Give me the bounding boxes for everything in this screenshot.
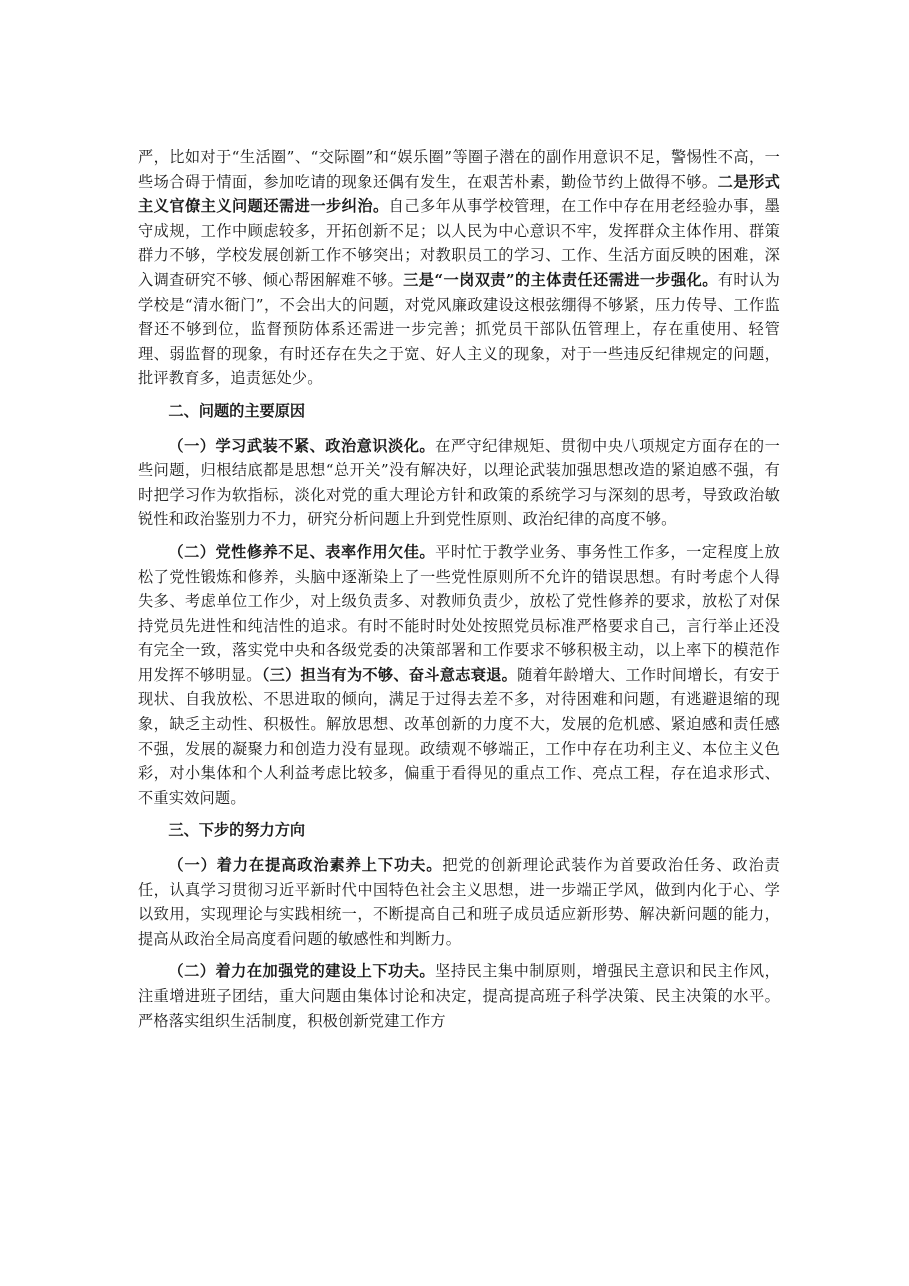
bold-heading-direction-1: （一）着力在提高政治素养上下功夫。 [168, 856, 443, 875]
paragraph-problems-continued [138, 145, 780, 391]
paragraph-cause-2-3 [138, 540, 780, 811]
bold-heading-cause-2: （二）党性修养不足、表率作用欠佳。 [168, 542, 436, 561]
paragraph-cause-1 [138, 434, 780, 532]
text-span: 坚持民主集中制原则，增强民主意识和民主作风，注重增进班子团结，重大问题由集体讨论和决定，提高提高班子科学决策、民主决策的水平。严格落实组织生活制度，积极创新党建工作方 [138, 962, 780, 1030]
paragraph-direction-2 [138, 959, 780, 1033]
bold-heading-cause-3: （三）担当有为不够、奋斗意志衰退。 [261, 665, 518, 684]
paragraph-direction-1 [138, 853, 780, 951]
text-span: 平时忙于教学业务、事务性工作多，一定程度上放松了党性锻炼和修养，头脑中逐渐染上了一些党性原则所不允许的错误思想。有时考虑个人得失多、考虑单位工作少，对上级负责多、对教师负责少，放松了党性修养的要求，放松了对保持党员先进性和纯洁性的追求。有时不能时时处处按照党员标准严格要求自己，言行举止还没有完全一致，落实党中央和各级党委的决策部署和工作要求不够积极主动，以上率下的模范作用发挥不够明显。 [138, 542, 780, 684]
document-body [138, 145, 780, 1041]
text-span: 把党的创新理论武装作为首要政治任务、政治责任，认真学习贯彻习近平新时代中国特色社会主义思想，进一步端正学风，做到内化于心、学以致用，实现理论与实践相统一，不断提高自己和班子成员适应新形势、解决新问题的能力，提高从政治全局高度看问题的敏感性和判断力。 [138, 856, 780, 948]
section-heading-next-steps: 三、下步的努力方向 [168, 821, 306, 840]
bold-heading-cause-1: （一）学习武装不紧、政治意识淡化。 [168, 436, 436, 455]
bold-heading-direction-2: （二）着力在加强党的建设上下功夫。 [168, 962, 436, 981]
text-span: 自己多年从事学校管理，在工作中存在用老经验办事，墨守成规，工作中顾虑较多，开拓创新不足；以人民为中心意识不牢，发挥群众主体作用、群策群力不够，学校发展创新工作不够突出；对教职员工的学习、工作、生活方面反映的困难，深入调查研究不够、倾心帮困解难不够。 [138, 197, 781, 289]
section-heading-main-causes: 二、问题的主要原因 [168, 401, 306, 420]
text-span: 随着年龄增大、工作时间增长，有安于现状、自我放松、不思进取的倾向，满足于过得去差不多，对待困难和问题，有逃避退缩的现象，缺乏主动性、积极性。解放思想、改革创新的力度不大，发展的危机感、紧迫感和责任感不强，发展的凝聚力和创造力没有显现。政绩观不够端正，工作中存在功利主义、本位主义色彩，对小集体和个人利益考虑比较多，偏重于看得见的重点工作、亮点工程，存在追求形式、不重实效问题。 [138, 665, 780, 807]
bold-heading-dual-responsibility: 三是“一岗双责”的主体责任还需进一步强化。 [403, 270, 718, 289]
text-span: 在严守纪律规矩、贯彻中央八项规定方面存在的一些问题，归根结底都是思想“总开关”没有解决好，以理论武装加强思想改造的紧迫感不强，有时把学习作为软指标，淡化对党的重大理论方针和政策的系统学习与深刻的思考，导致政治敏锐性和政治鉴别力不力，研究分析问题上升到党性原则、政治纪律的高度不够。 [138, 436, 780, 529]
bold-heading-formalism: 二是形式主义官僚主义问题还需进一步纠治。 [138, 172, 780, 216]
text-span: 严，比如对于“生活圈”、“交际圈”和“娱乐圈”等圈子潜在的副作用意识不足，警惕性不高，一些场合碍于情面，参加吃请的现象还偶有发生，在艰苦朴素，勤俭节约上做得不够。 [138, 148, 780, 191]
text-span: 有时认为学校是“清水衙门”，不会出大的问题，对党风廉政建设这根弦绷得不够紧，压力传导、工作监督还不够到位，监督预防体系还需进一步完善；抓党员干部队伍管理上，存在重使用、轻管理、弱监督的现象，有时还存在失之于宽、好人主义的现象，对于一些违反纪律规定的问题，批评教育多，追责惩处少。 [138, 270, 781, 388]
